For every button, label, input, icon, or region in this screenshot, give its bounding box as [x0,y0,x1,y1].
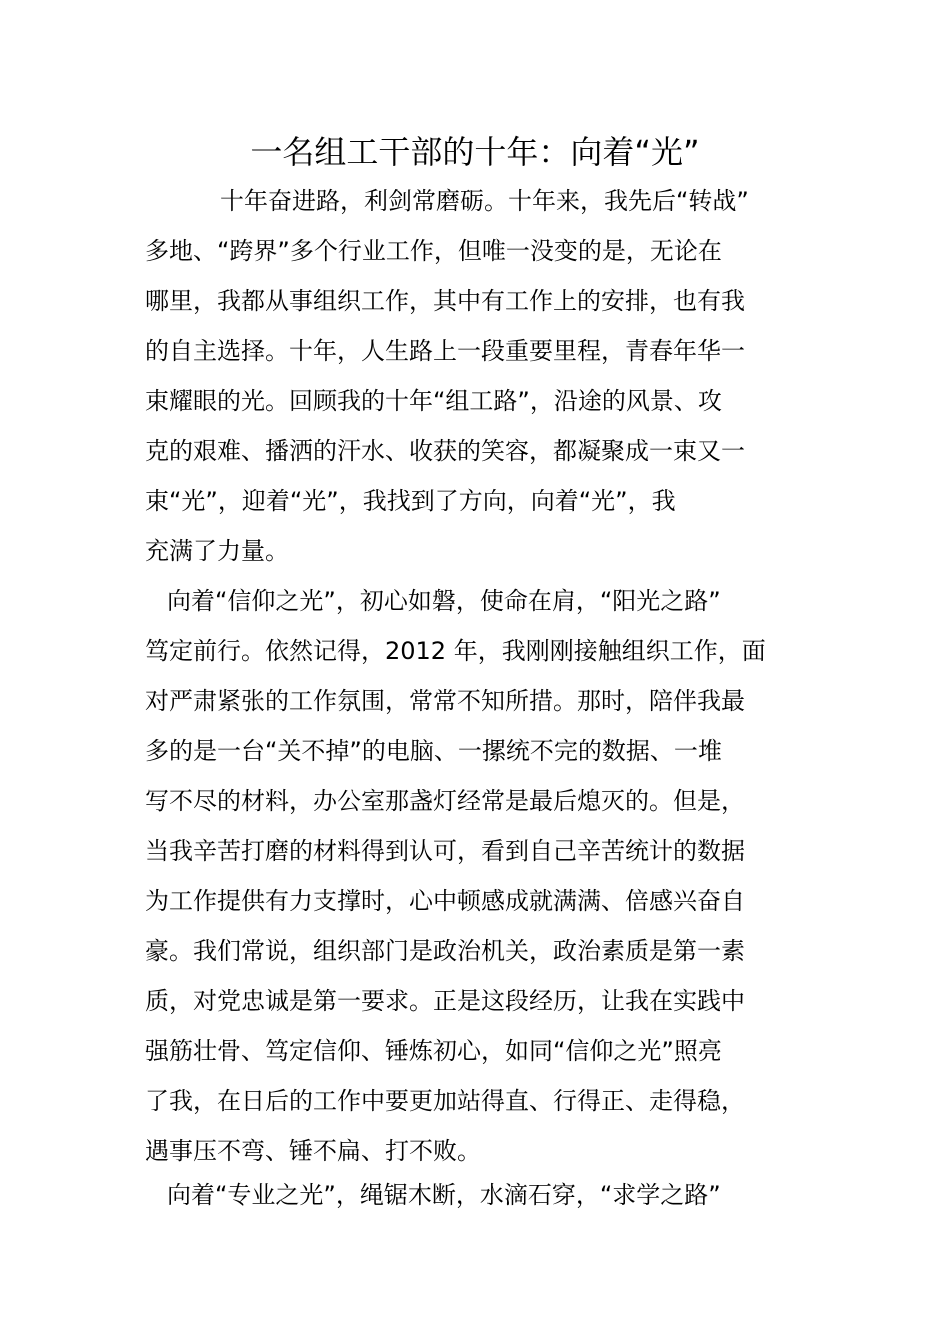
paragraph-line: 遇事压不弯、锤不扁、打不败。 [145,1137,481,1165]
document-title: 一名组工干部的十年：向着“光” [250,133,700,171]
paragraph-line: 克的艰难、播洒的汗水、收获的笑容，都凝聚成一束又一 [145,437,745,465]
paragraph-line: 的自主选择。十年，人生路上一段重要里程，青春年华一 [145,337,745,365]
paragraph-line: 质，对党忠诚是第一要求。正是这段经历，让我在实践中 [145,987,745,1015]
paragraph-line: 笃定前行。依然记得，2012 年，我刚刚接触组织工作，面 [145,637,766,665]
paragraph-3 [145,1170,815,1220]
paragraph-line: 强筋壮骨、笃定信仰、锤炼初心，如同“信仰之光”照亮 [145,1037,722,1065]
paragraph-line: 哪里，我都从事组织工作，其中有工作上的安排，也有我 [145,287,745,315]
paragraph-1 [145,176,815,576]
paragraph-line: 束耀眼的光。回顾我的十年“组工路”，沿途的风景、攻 [145,387,722,415]
paragraph-line: 当我辛苦打磨的材料得到认可，看到自己辛苦统计的数据 [145,837,745,865]
paragraph-line: 对严肃紧张的工作氛围，常常不知所措。那时，陪伴我最 [145,687,745,715]
paragraph-line: 了我，在日后的工作中要更加站得直、行得正、走得稳， [145,1087,745,1115]
paragraph-line: 向着“专业之光”，绳锯木断，水滴石穿，“求学之路” [167,1181,721,1209]
paragraph-line: 多地、“跨界”多个行业工作，但唯一没变的是，无论在 [145,237,722,265]
paragraph-line: 充满了力量。 [145,537,289,565]
paragraph-line: 为工作提供有力支撑时，心中顿感成就满满、倍感兴奋自 [145,887,745,915]
paragraph-line: 写不尽的材料，办公室那盏灯经常是最后熄灭的。但是， [145,787,745,815]
paragraph-line: 向着“信仰之光”，初心如磐，使命在肩，“阳光之路” [167,587,721,615]
paragraph-line: 十年奋进路，利剑常磨砺。十年来，我先后“转战” [220,187,749,215]
paragraph-line: 多的是一台“关不掉”的电脑、一摞统不完的数据、一堆 [145,737,722,765]
paragraph-line: 束“光”，迎着“光”，我找到了方向，向着“光”，我 [145,487,676,515]
paragraph-line: 豪。我们常说，组织部门是政治机关，政治素质是第一素 [145,937,745,965]
paragraph-2 [145,576,815,1176]
